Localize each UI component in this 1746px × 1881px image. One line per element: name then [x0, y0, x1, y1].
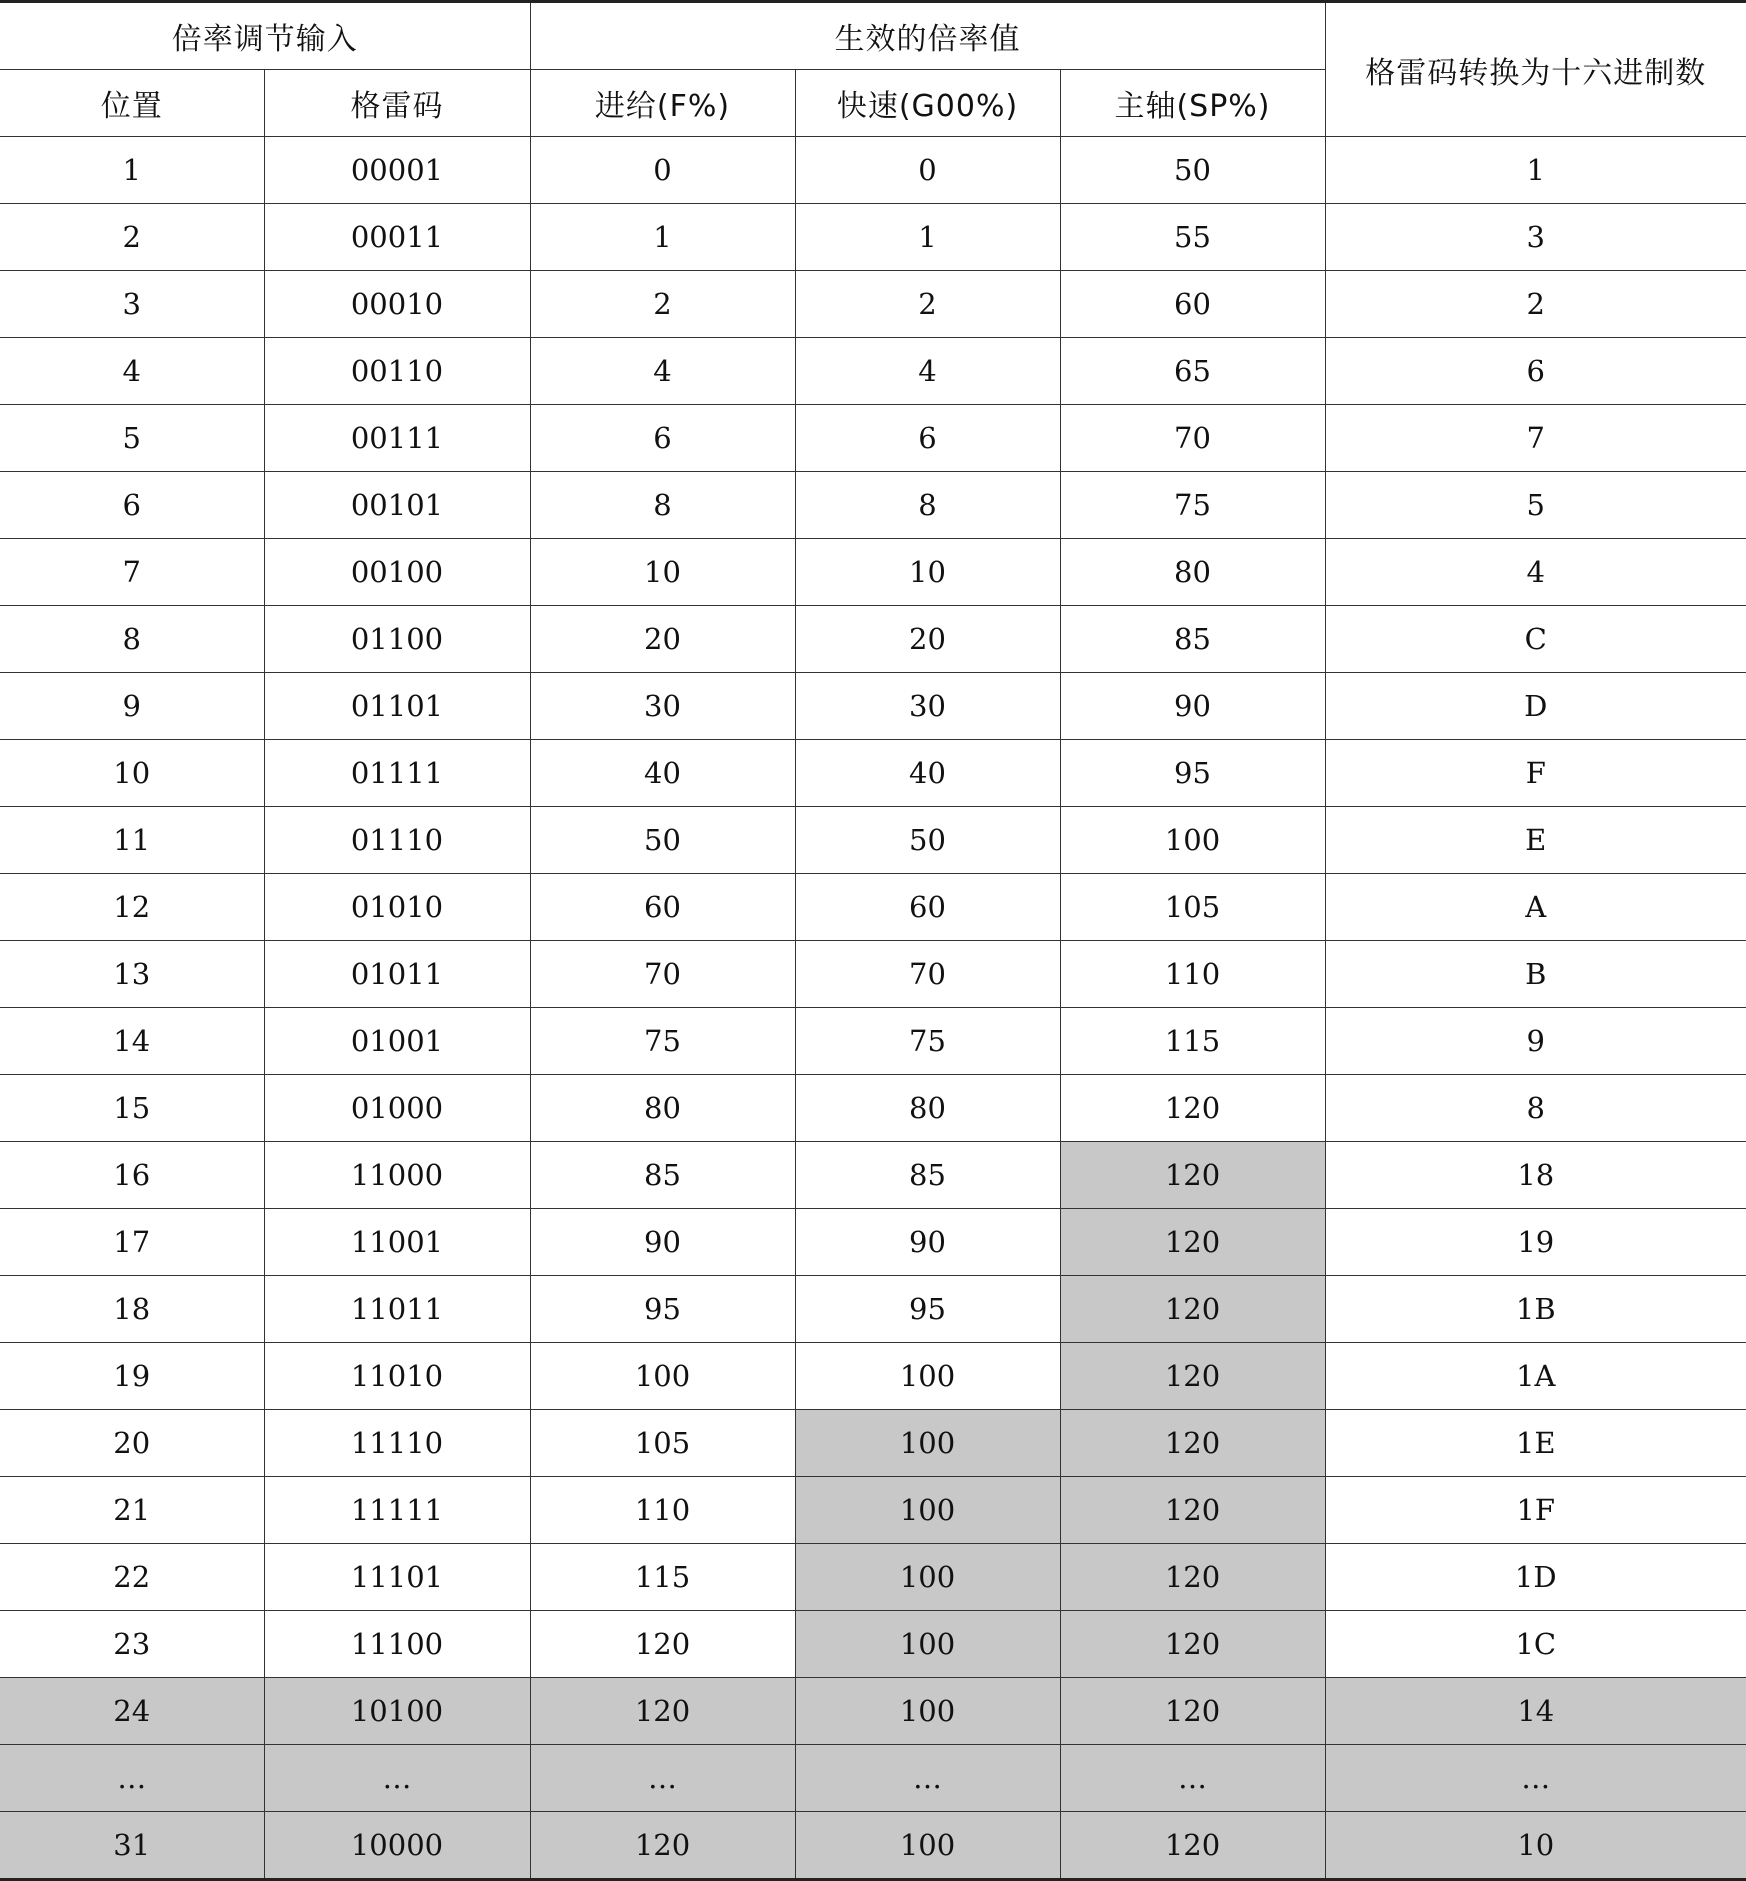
- cell-spindle: 95: [1060, 740, 1325, 807]
- cell-rapid: 100: [795, 1544, 1060, 1611]
- cell-position: 22: [0, 1544, 264, 1611]
- cell-feed: 50: [530, 807, 795, 874]
- cell-feed: 8: [530, 472, 795, 539]
- cell-hex: 1A: [1325, 1343, 1746, 1410]
- cell-rapid: 100: [795, 1410, 1060, 1477]
- header-spindle: 主轴(SP%): [1060, 70, 1325, 137]
- cell-spindle: 60: [1060, 271, 1325, 338]
- cell-rapid: 90: [795, 1209, 1060, 1276]
- cell-position: 18: [0, 1276, 264, 1343]
- cell-hex: 8: [1325, 1075, 1746, 1142]
- cell-position: 20: [0, 1410, 264, 1477]
- cell-hex: D: [1325, 673, 1746, 740]
- cell-gray-code: 00110: [264, 338, 530, 405]
- header-gray-code: 格雷码: [264, 70, 530, 137]
- cell-hex: E: [1325, 807, 1746, 874]
- cell-position: 31: [0, 1812, 264, 1880]
- cell-position: 11: [0, 807, 264, 874]
- cell-hex: 5: [1325, 472, 1746, 539]
- cell-position: 15: [0, 1075, 264, 1142]
- cell-gray-code: 00010: [264, 271, 530, 338]
- cell-position: 8: [0, 606, 264, 673]
- cell-spindle: 120: [1060, 1142, 1325, 1209]
- cell-feed: 95: [530, 1276, 795, 1343]
- cell-rapid: 95: [795, 1276, 1060, 1343]
- cell-gray-code: …: [264, 1745, 530, 1812]
- cell-position: 14: [0, 1008, 264, 1075]
- cell-position: 4: [0, 338, 264, 405]
- cell-feed: 80: [530, 1075, 795, 1142]
- cell-feed: 90: [530, 1209, 795, 1276]
- table-row: [0, 204, 1746, 271]
- cell-hex: 1: [1325, 137, 1746, 204]
- cell-spindle: 50: [1060, 137, 1325, 204]
- cell-spindle: 120: [1060, 1343, 1325, 1410]
- table-row: [0, 740, 1746, 807]
- cell-spindle: 120: [1060, 1678, 1325, 1745]
- cell-rapid: 100: [795, 1678, 1060, 1745]
- cell-hex: 1C: [1325, 1611, 1746, 1678]
- cell-spindle: 110: [1060, 941, 1325, 1008]
- cell-spindle: 120: [1060, 1075, 1325, 1142]
- cell-feed: 10: [530, 539, 795, 606]
- cell-position: 16: [0, 1142, 264, 1209]
- cell-gray-code: 01011: [264, 941, 530, 1008]
- cell-hex: 19: [1325, 1209, 1746, 1276]
- cell-feed: 70: [530, 941, 795, 1008]
- cell-rapid: 2: [795, 271, 1060, 338]
- cell-spindle: 65: [1060, 338, 1325, 405]
- table-row: [0, 1343, 1746, 1410]
- cell-gray-code: 11101: [264, 1544, 530, 1611]
- cell-spindle: 80: [1060, 539, 1325, 606]
- table-row: [0, 472, 1746, 539]
- table-header: [0, 2, 1746, 137]
- table-row: [0, 338, 1746, 405]
- cell-feed: …: [530, 1745, 795, 1812]
- cell-position: 23: [0, 1611, 264, 1678]
- cell-hex: …: [1325, 1745, 1746, 1812]
- table-row: [0, 1544, 1746, 1611]
- cell-position: 2: [0, 204, 264, 271]
- cell-hex: 1D: [1325, 1544, 1746, 1611]
- cell-position: 9: [0, 673, 264, 740]
- table-row: [0, 405, 1746, 472]
- cell-feed: 75: [530, 1008, 795, 1075]
- table-row: [0, 1276, 1746, 1343]
- cell-position: 17: [0, 1209, 264, 1276]
- cell-position: 13: [0, 941, 264, 1008]
- cell-feed: 120: [530, 1678, 795, 1745]
- cell-position: 12: [0, 874, 264, 941]
- cell-rapid: 70: [795, 941, 1060, 1008]
- cell-spindle: 105: [1060, 874, 1325, 941]
- cell-gray-code: 01010: [264, 874, 530, 941]
- cell-feed: 110: [530, 1477, 795, 1544]
- cell-gray-code: 01001: [264, 1008, 530, 1075]
- header-position: 位置: [0, 70, 264, 137]
- cell-hex: F: [1325, 740, 1746, 807]
- cell-hex: 18: [1325, 1142, 1746, 1209]
- cell-rapid: 1: [795, 204, 1060, 271]
- table-row: [0, 1142, 1746, 1209]
- cell-gray-code: 00100: [264, 539, 530, 606]
- cell-position: 24: [0, 1678, 264, 1745]
- cell-spindle: 120: [1060, 1812, 1325, 1880]
- table-row: [0, 807, 1746, 874]
- cell-gray-code: 01101: [264, 673, 530, 740]
- table-row: [0, 137, 1746, 204]
- cell-gray-code: 00001: [264, 137, 530, 204]
- cell-feed: 2: [530, 271, 795, 338]
- cell-feed: 30: [530, 673, 795, 740]
- cell-spindle: 120: [1060, 1410, 1325, 1477]
- cell-hex: 1E: [1325, 1410, 1746, 1477]
- cell-rapid: …: [795, 1745, 1060, 1812]
- table-row: [0, 1678, 1746, 1745]
- cell-rapid: 0: [795, 137, 1060, 204]
- table-row: [0, 874, 1746, 941]
- cell-position: 19: [0, 1343, 264, 1410]
- cell-gray-code: 11011: [264, 1276, 530, 1343]
- cell-position: 10: [0, 740, 264, 807]
- cell-gray-code: 11010: [264, 1343, 530, 1410]
- table-row: [0, 1477, 1746, 1544]
- cell-spindle: 120: [1060, 1477, 1325, 1544]
- cell-hex: 1B: [1325, 1276, 1746, 1343]
- table-row: [0, 1812, 1746, 1880]
- cell-spindle: 55: [1060, 204, 1325, 271]
- cell-spindle: 90: [1060, 673, 1325, 740]
- cell-rapid: 30: [795, 673, 1060, 740]
- cell-spindle: 115: [1060, 1008, 1325, 1075]
- cell-spindle: 120: [1060, 1544, 1325, 1611]
- cell-spindle: 70: [1060, 405, 1325, 472]
- cell-spindle: 120: [1060, 1611, 1325, 1678]
- cell-gray-code: 01000: [264, 1075, 530, 1142]
- cell-hex: B: [1325, 941, 1746, 1008]
- header-rapid: 快速(G00%): [795, 70, 1060, 137]
- header-group-effective: 生效的倍率值: [530, 2, 1325, 70]
- cell-feed: 0: [530, 137, 795, 204]
- cell-spindle: 120: [1060, 1209, 1325, 1276]
- cell-spindle: …: [1060, 1745, 1325, 1812]
- cell-feed: 60: [530, 874, 795, 941]
- cell-feed: 120: [530, 1812, 795, 1880]
- cell-rapid: 8: [795, 472, 1060, 539]
- cell-gray-code: 10100: [264, 1678, 530, 1745]
- cell-position: …: [0, 1745, 264, 1812]
- header-feed: 进给(F%): [530, 70, 795, 137]
- cell-position: 1: [0, 137, 264, 204]
- table-row: [0, 673, 1746, 740]
- table-row: [0, 941, 1746, 1008]
- cell-feed: 105: [530, 1410, 795, 1477]
- cell-feed: 6: [530, 405, 795, 472]
- cell-hex: 4: [1325, 539, 1746, 606]
- cell-feed: 4: [530, 338, 795, 405]
- cell-feed: 85: [530, 1142, 795, 1209]
- cell-rapid: 4: [795, 338, 1060, 405]
- table-row: [0, 1745, 1746, 1812]
- cell-hex: 14: [1325, 1678, 1746, 1745]
- cell-feed: 120: [530, 1611, 795, 1678]
- table-row: [0, 1075, 1746, 1142]
- cell-position: 7: [0, 539, 264, 606]
- cell-feed: 100: [530, 1343, 795, 1410]
- table-row: [0, 539, 1746, 606]
- cell-feed: 40: [530, 740, 795, 807]
- cell-position: 21: [0, 1477, 264, 1544]
- header-row-groups: [0, 2, 1746, 70]
- cell-gray-code: 01111: [264, 740, 530, 807]
- cell-rapid: 100: [795, 1343, 1060, 1410]
- cell-spindle: 100: [1060, 807, 1325, 874]
- cell-gray-code: 11000: [264, 1142, 530, 1209]
- cell-spindle: 75: [1060, 472, 1325, 539]
- cell-rapid: 80: [795, 1075, 1060, 1142]
- table-row: [0, 1209, 1746, 1276]
- cell-gray-code: 11110: [264, 1410, 530, 1477]
- cell-gray-code: 01100: [264, 606, 530, 673]
- cell-feed: 1: [530, 204, 795, 271]
- table-row: [0, 1410, 1746, 1477]
- cell-rapid: 50: [795, 807, 1060, 874]
- cell-position: 6: [0, 472, 264, 539]
- cell-position: 3: [0, 271, 264, 338]
- header-group-input: 倍率调节输入: [0, 2, 530, 70]
- cell-gray-code: 00011: [264, 204, 530, 271]
- table-row: [0, 1008, 1746, 1075]
- cell-position: 5: [0, 405, 264, 472]
- cell-hex: 9: [1325, 1008, 1746, 1075]
- header-hex-column: 格雷码转换为十六进制数: [1325, 2, 1746, 137]
- cell-feed: 115: [530, 1544, 795, 1611]
- cell-rapid: 85: [795, 1142, 1060, 1209]
- cell-hex: C: [1325, 606, 1746, 673]
- cell-rapid: 10: [795, 539, 1060, 606]
- cell-rapid: 20: [795, 606, 1060, 673]
- cell-spindle: 120: [1060, 1276, 1325, 1343]
- table-row: [0, 271, 1746, 338]
- cell-hex: 6: [1325, 338, 1746, 405]
- cell-hex: A: [1325, 874, 1746, 941]
- cell-hex: 3: [1325, 204, 1746, 271]
- cell-rapid: 75: [795, 1008, 1060, 1075]
- table-body: [0, 137, 1746, 1880]
- cell-gray-code: 01110: [264, 807, 530, 874]
- cell-gray-code: 11001: [264, 1209, 530, 1276]
- cell-spindle: 85: [1060, 606, 1325, 673]
- cell-hex: 7: [1325, 405, 1746, 472]
- cell-hex: 2: [1325, 271, 1746, 338]
- cell-feed: 20: [530, 606, 795, 673]
- cell-rapid: 60: [795, 874, 1060, 941]
- cell-rapid: 100: [795, 1812, 1060, 1880]
- cell-rapid: 6: [795, 405, 1060, 472]
- cell-gray-code: 11100: [264, 1611, 530, 1678]
- cell-gray-code: 11111: [264, 1477, 530, 1544]
- cell-rapid: 100: [795, 1477, 1060, 1544]
- cell-gray-code: 10000: [264, 1812, 530, 1880]
- table-row: [0, 1611, 1746, 1678]
- table-row: [0, 606, 1746, 673]
- cell-gray-code: 00111: [264, 405, 530, 472]
- cell-hex: 1F: [1325, 1477, 1746, 1544]
- cell-hex: 10: [1325, 1812, 1746, 1880]
- cell-rapid: 40: [795, 740, 1060, 807]
- cell-rapid: 100: [795, 1611, 1060, 1678]
- cell-gray-code: 00101: [264, 472, 530, 539]
